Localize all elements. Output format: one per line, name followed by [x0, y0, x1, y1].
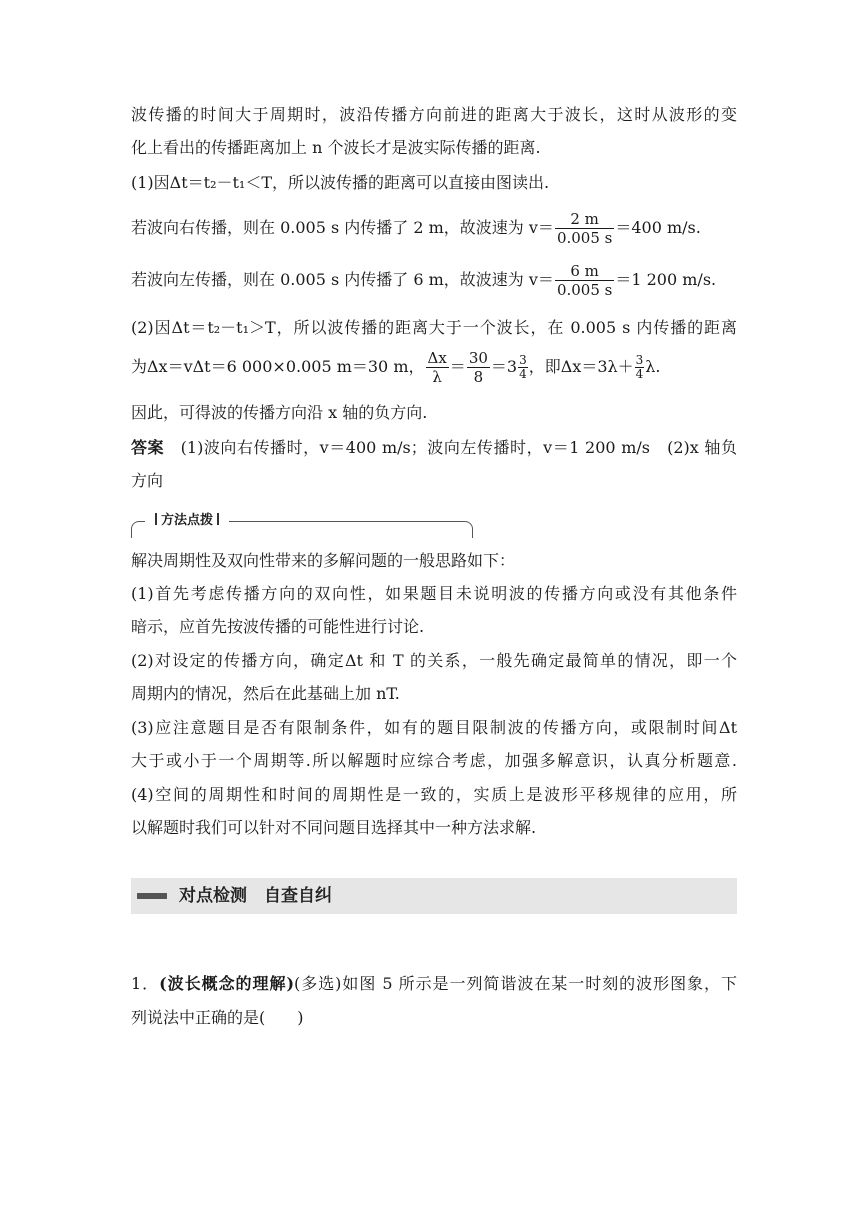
fraction-numerator: 30: [468, 349, 488, 367]
fraction-denominator: 4: [519, 367, 527, 381]
fraction-denominator: 4: [635, 367, 644, 381]
right-propagation-line: [131, 210, 737, 247]
fraction-denominator: 8: [473, 368, 484, 386]
part1-intro: (1)因Δt＝t₂－t₁＜T，所以波传播的距离可以直接由图读出.: [131, 173, 550, 192]
method-item2-line1: (2)对设定的传播方向，确定Δt 和 T 的关系，一般先确定最简单的情况，即一个: [131, 651, 737, 670]
fraction-denominator: 0.005 s: [556, 281, 613, 299]
method-item2-line2: 周期内的情况，然后在此基础上加 nT.: [131, 684, 400, 703]
left-result: ＝1 200 m/s.: [615, 270, 717, 289]
value-fraction: [467, 349, 490, 386]
displacement-text: 为Δx＝vΔt＝6 000×0.005 m＝30 m，: [131, 357, 425, 376]
question-topic: (波长概念的理解): [159, 974, 295, 993]
method-item4-line1: (4)空间的周期性和时间的周期性是一致的，实质上是波形平移规律的应用，所: [131, 785, 737, 804]
tag-bar-icon: [155, 513, 157, 525]
wavelength-fraction: [635, 354, 645, 381]
method-tip-tag: [145, 513, 229, 529]
section-header: [131, 878, 737, 914]
mixed-number-fraction: [518, 354, 528, 381]
fraction-denominator: λ: [432, 368, 442, 386]
method-item1-line1: (1)首先考虑传播方向的双向性，如果题目未说明波的传播方向或没有其他条件: [131, 584, 737, 603]
paragraph-line: 波传播的时间大于周期时，波沿传播方向前进的距离大于波长，这时从波形的变: [131, 105, 737, 124]
right-text: 若波向右传播，则在 0.005 s 内传播了 2 m，故波速为 v＝: [131, 218, 554, 237]
fraction-numerator: 2 m: [555, 210, 614, 229]
fraction-denominator: 0.005 s: [556, 229, 613, 247]
method-intro: 解决周期性及双向性带来的多解问题的一般思路如下：: [131, 551, 516, 570]
answer-line1: [131, 436, 737, 460]
method-item4-line2: 以解题时我们可以针对不同问题目选择其中一种方法求解.: [131, 818, 537, 837]
left-text: 若波向左传播，则在 0.005 s 内传播了 6 m，故波速为 v＝: [131, 270, 554, 289]
wavelength-symbol: λ.: [645, 357, 661, 376]
method-tip-title: 方法点拨: [161, 513, 214, 528]
question-number: 1．: [131, 974, 160, 993]
fraction-numerator: Δx: [427, 349, 447, 367]
section-marker-icon: [137, 893, 167, 899]
fraction-numerator: 3: [519, 353, 527, 367]
tag-bar-icon: [217, 513, 219, 525]
left-propagation-line: [131, 262, 737, 299]
answer-line2: 方向: [131, 471, 164, 490]
ratio-fraction: [426, 349, 449, 386]
right-velocity-fraction: [555, 210, 614, 247]
method-tip-header: [131, 513, 473, 539]
fraction-numerator: 6 m: [555, 262, 614, 281]
method-item3-line1: (3)应注意题目是否有限制条件，如有的题目限制波的传播方向，或限制时间Δt: [131, 718, 737, 737]
method-item3-line2: 大于或小于一个周期等.所以解题时应综合考虑，加强多解意识，认真分析题意.: [131, 751, 737, 770]
method-item1-line2: 暗示，应首先按波传播的可能性进行讨论.: [131, 617, 425, 636]
displacement-result-text: ，即Δx＝3λ＋: [528, 357, 634, 376]
question1-line2: 列说法中正确的是( ): [131, 1008, 304, 1027]
mixed-number-whole: ＝3: [490, 357, 518, 376]
fraction-numerator: 3: [635, 353, 644, 367]
equals-sign: ＝: [449, 357, 466, 376]
answer-text: (1)波向右传播时，v＝400 m/s；波向左传播时，v＝1 200 m/s (2)x 轴负: [180, 438, 737, 457]
question1-line1: [131, 972, 737, 996]
left-velocity-fraction: [555, 262, 614, 299]
part2-line1: (2)因Δt＝t₂－t₁＞T，所以波传播的距离大于一个波长，在 0.005 s 内传播的距离: [131, 318, 737, 337]
section-title: 对点检测 自查自纠: [179, 886, 332, 906]
part2-line2: [131, 348, 737, 386]
right-result: ＝400 m/s.: [615, 218, 701, 237]
question-text: (多选)如图 5 所示是一列简谐波在某一时刻的波形图象，下: [294, 974, 737, 993]
answer-label: 答案: [131, 438, 165, 457]
paragraph-line: 化上看出的传播距离加上 n 个波长才是波实际传播的距离.: [131, 138, 541, 157]
part2-conclusion: 因此，可得波的传播方向沿 x 轴的负方向.: [131, 403, 428, 422]
